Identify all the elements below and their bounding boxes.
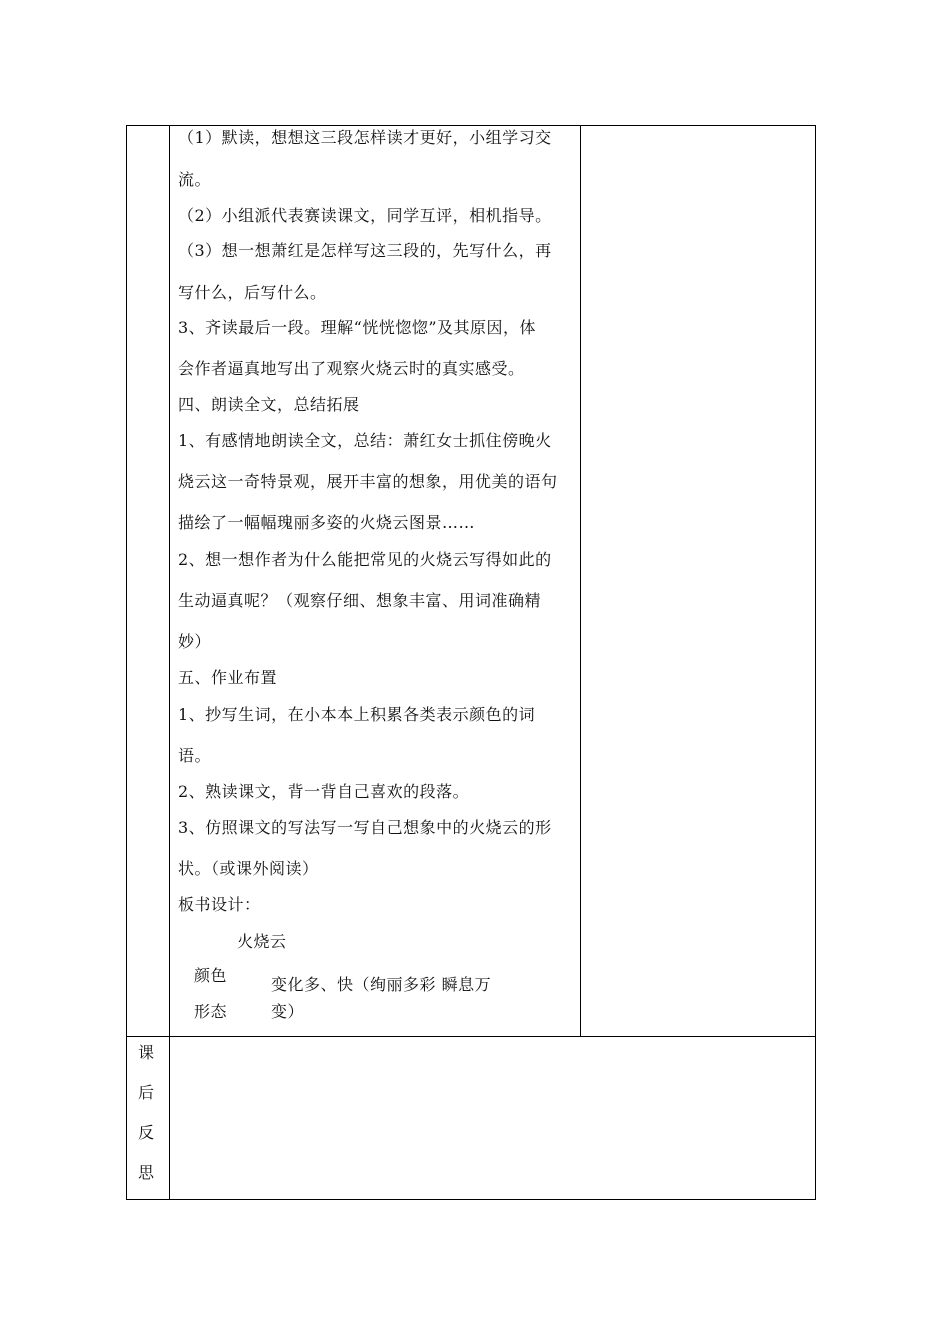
text-line: 1、有感情地朗读全文，总结：萧红女士抓住傍晚火 (178, 431, 552, 450)
table-bottom-border (126, 1199, 816, 1200)
text-line: 2、想一想作者为什么能把常见的火烧云写得如此的 (178, 550, 552, 569)
text-line: 3、齐读最后一段。理解“恍恍惚惚”及其原因，体 (178, 318, 537, 337)
text-line: 1、抄写生词，在小本本上积累各类表示颜色的词 (178, 705, 536, 724)
text-line: 流。 (178, 170, 212, 189)
text-line: 会作者逼真地写出了观察火烧云时的真实感受。 (178, 359, 525, 378)
reflection-char: 思 (138, 1163, 155, 1182)
text-line: （1）默读，想想这三段怎样读才更好，小组学习交 (178, 128, 552, 147)
board-detail-continued: 变） (271, 1002, 305, 1021)
text-line: 烧云这一奇特景观，展开丰富的想象，用优美的语句 (178, 472, 558, 491)
board-item-shape: 形态 (194, 1002, 228, 1021)
section-heading: 板书设计： (178, 895, 261, 914)
text-line: 妙） (178, 632, 212, 651)
board-detail: 变化多、快（绚丽多彩 瞬息万 (271, 975, 492, 994)
text-line: 生动逼真呢？（观察仔细、想象丰富、用词准确精 (178, 591, 542, 610)
board-item-color: 颜色 (194, 966, 228, 985)
text-line: 描绘了一幅幅瑰丽多姿的火烧云图景…… (178, 513, 476, 532)
reflection-char: 反 (138, 1123, 155, 1142)
text-line: （3）想一想萧红是怎样写这三段的，先写什么，再 (178, 241, 552, 260)
table-right-border (815, 125, 816, 1200)
text-line: 语。 (178, 746, 212, 765)
text-line: 3、仿照课文的写法写一写自己想象中的火烧云的形 (178, 818, 552, 837)
text-line: 写什么，后写什么。 (178, 283, 327, 302)
text-line: 状。（或课外阅读） (178, 859, 319, 878)
reflection-char: 后 (138, 1083, 155, 1102)
reflection-area[interactable] (170, 1037, 815, 1199)
reflection-char: 课 (138, 1043, 155, 1062)
section-heading: 五、作业布置 (178, 668, 278, 687)
text-line: 2、熟读课文，背一背自己喜欢的段落。 (178, 782, 470, 801)
text-line: （2）小组派代表赛读课文，同学互评，相机指导。 (178, 206, 552, 225)
notes-column[interactable] (581, 126, 815, 1036)
table-left-border (126, 125, 127, 1200)
section-heading: 四、朗读全文，总结拓展 (178, 395, 360, 414)
board-title: 火烧云 (237, 932, 287, 951)
